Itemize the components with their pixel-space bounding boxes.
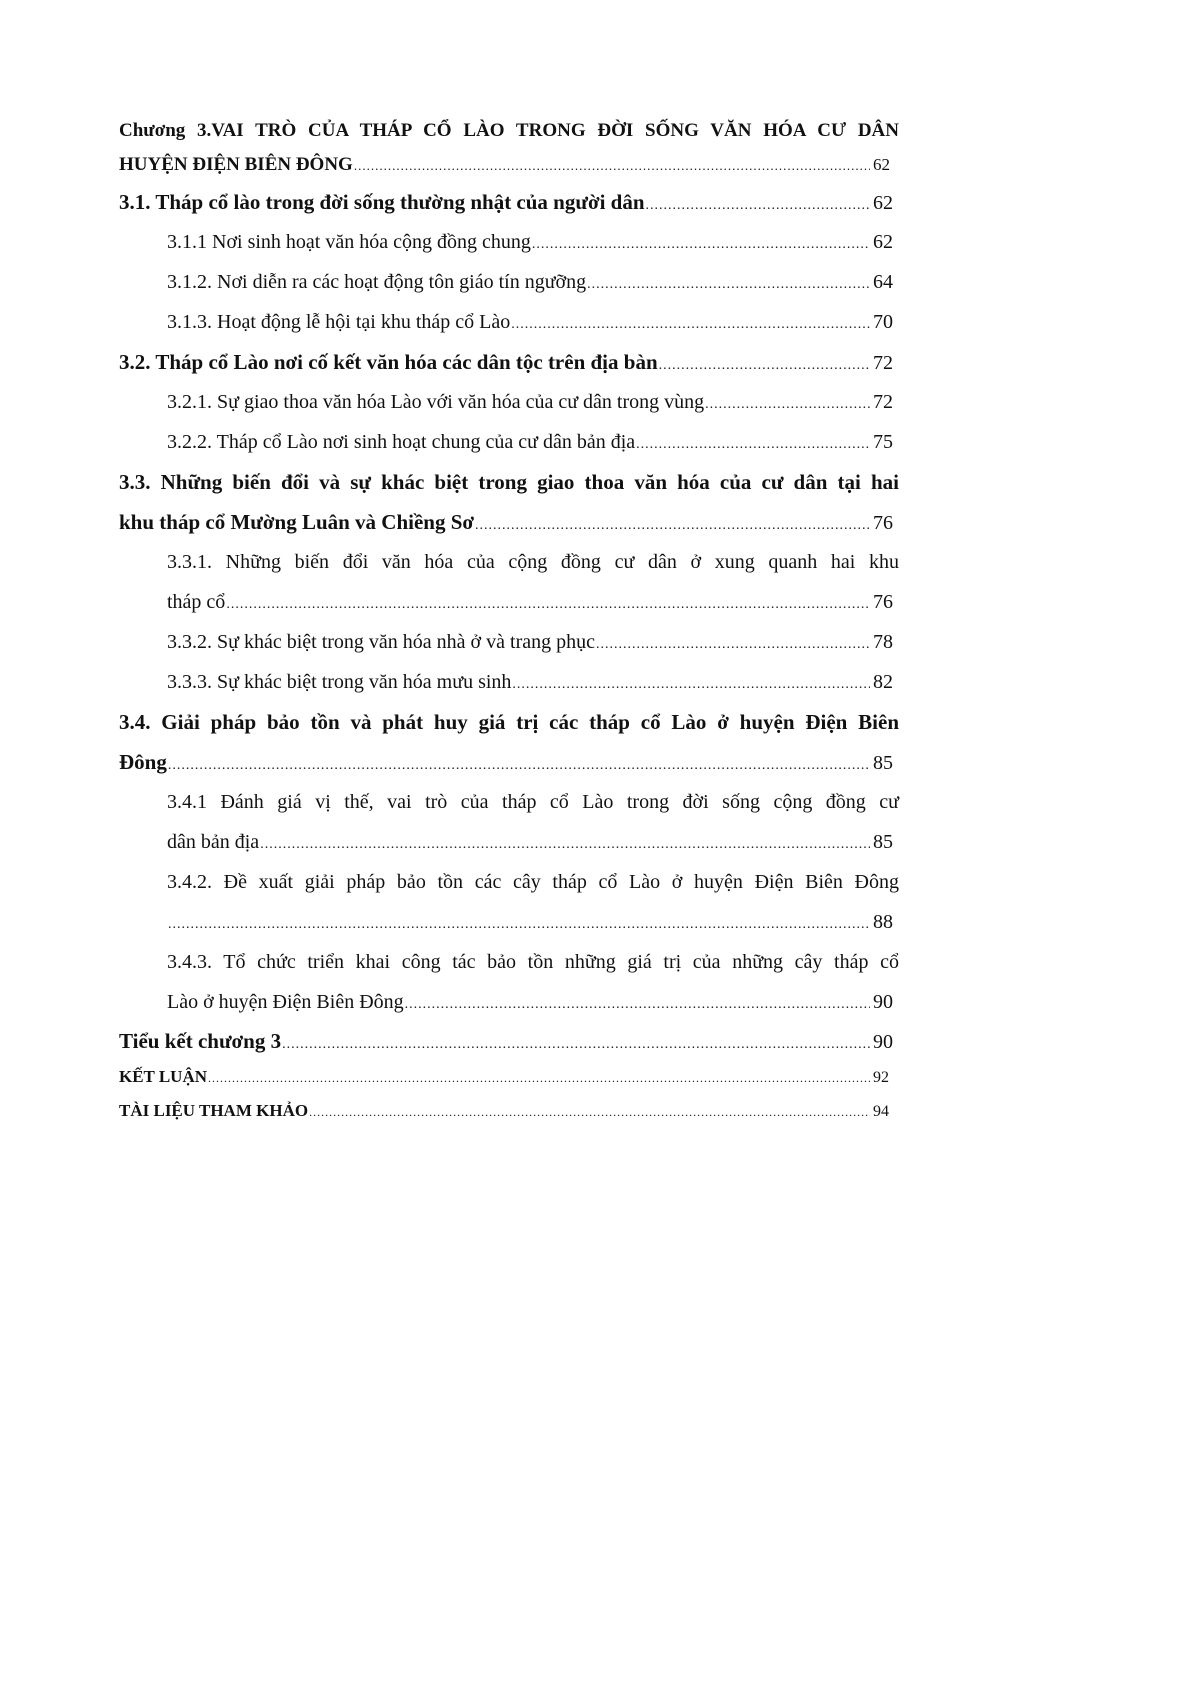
toc-page-number: 72	[873, 391, 893, 413]
toc-page-number: 85	[873, 752, 893, 774]
dot-leader	[596, 622, 870, 665]
toc-section-3-1[interactable]	[119, 182, 899, 222]
toc-page-number: 62	[873, 192, 893, 214]
toc-page-number: 72	[873, 352, 893, 374]
toc-entry-title-cont: Lào ở huyện Điện Biên Đông	[167, 991, 404, 1013]
toc-entry-title: 3.4. Giải pháp bảo tồn và phát huy giá trị các tháp cổ Lào ở huyện Điện Biên	[119, 710, 899, 734]
dot-leader	[309, 1094, 870, 1129]
toc-page-number: 64	[873, 271, 893, 293]
toc-subsection-3-2-2[interactable]	[119, 422, 899, 462]
dot-leader	[511, 302, 870, 345]
dot-leader	[260, 822, 870, 865]
toc-entry-title-cont: Đông	[119, 750, 167, 774]
toc-entry-title: 3.1.2. Nơi diễn ra các hoạt động tôn giáo tín ngưỡng	[167, 271, 587, 293]
toc-entry-title: 3.4.1 Đánh giá vị thế, vai trò của tháp cổ Lào trong đời sống cộng đồng cư	[167, 791, 899, 813]
toc-entry-title: 3.1. Tháp cổ lào trong đời sống thường nhật của người dân	[119, 190, 645, 214]
toc-entry-title: Chương 3.VAI TRÒ CỦA THÁP CỔ LÀO TRONG ĐỜI SỐNG VĂN HÓA CƯ DÂN	[119, 120, 899, 141]
toc-page-number: 85	[873, 831, 893, 853]
toc-chapter-summary[interactable]	[119, 1022, 899, 1060]
toc-entry-title: KẾT LUẬN	[119, 1067, 208, 1086]
dot-leader	[512, 662, 870, 705]
toc-entry-title-cont: dân bản địa	[167, 831, 260, 853]
toc-subsection-3-1-2[interactable]	[119, 262, 899, 302]
dot-leader	[532, 222, 870, 265]
toc-entry-title: 3.4.2. Đề xuất giải pháp bảo tồn các cây tháp cổ Lào ở huyện Điện Biên Đông	[167, 871, 899, 893]
toc-page-number: 90	[873, 1031, 893, 1053]
toc-references[interactable]	[119, 1094, 899, 1128]
dot-leader	[646, 182, 870, 226]
toc-subsection-3-3-1[interactable]	[119, 542, 899, 622]
toc-entry-title: 3.4.3. Tổ chức triển khai công tác bảo tồn những giá trị của những cây tháp cổ	[167, 951, 899, 973]
toc-page-number: 76	[873, 512, 893, 534]
dot-leader	[282, 1022, 870, 1064]
dot-leader	[659, 342, 870, 386]
toc-page-number: 62	[873, 231, 893, 253]
dot-leader	[705, 382, 870, 425]
toc-page-number: 90	[873, 991, 893, 1013]
toc-entry-title: 3.1.1 Nơi sinh hoạt văn hóa cộng đồng chung	[167, 231, 531, 253]
table-of-contents	[119, 114, 899, 1128]
toc-subsection-3-3-3[interactable]	[119, 662, 899, 702]
toc-subsection-3-3-2[interactable]	[119, 622, 899, 662]
toc-subsection-3-4-3[interactable]	[119, 942, 899, 1022]
toc-entry-title: 3.2.2. Tháp cổ Lào nơi sinh hoạt chung của cư dân bản địa	[167, 431, 636, 453]
toc-page-number: 92	[873, 1069, 889, 1086]
dot-leader	[587, 262, 870, 305]
dot-leader	[405, 982, 870, 1025]
toc-page-number: 76	[873, 591, 893, 613]
dot-leader	[208, 1060, 870, 1095]
toc-entry-title: 3.2.1. Sự giao thoa văn hóa Lào với văn hóa của cư dân trong vùng	[167, 391, 705, 413]
toc-page-number: 82	[873, 671, 893, 693]
toc-entry-title: 3.1.3. Hoạt động lễ hội tại khu tháp cổ Lào	[167, 311, 511, 333]
dot-leader	[636, 422, 870, 465]
toc-entry-title-cont: khu tháp cổ Mường Luân và Chiềng Sơ	[119, 510, 475, 534]
toc-entry-title-cont: HUYỆN ĐIỆN BIÊN ĐÔNG	[119, 154, 353, 175]
toc-section-3-3[interactable]	[119, 462, 899, 542]
toc-page-number: 70	[873, 311, 893, 333]
toc-subsection-3-4-1[interactable]	[119, 782, 899, 862]
toc-subsection-3-4-2[interactable]	[119, 862, 899, 942]
toc-subsection-3-1-1[interactable]	[119, 222, 899, 262]
toc-conclusion[interactable]	[119, 1060, 899, 1094]
toc-subsection-3-2-1[interactable]	[119, 382, 899, 422]
toc-section-3-2[interactable]	[119, 342, 899, 382]
toc-entry-title: 3.2. Tháp cổ Lào nơi cố kết văn hóa các dân tộc trên địa bàn	[119, 350, 658, 374]
toc-entry-title: 3.3.3. Sự khác biệt trong văn hóa mưu sinh	[167, 671, 512, 693]
dot-leader	[168, 742, 870, 786]
toc-entry-title: 3.3.1. Những biến đổi văn hóa của cộng đồng cư dân ở xung quanh hai khu	[167, 551, 899, 573]
toc-page-number: 78	[873, 631, 893, 653]
toc-entry-title: 3.3. Những biến đổi và sự khác biệt trong giao thoa văn hóa của cư dân tại hai	[119, 470, 899, 494]
toc-entry-title: 3.3.2. Sự khác biệt trong văn hóa nhà ở và trang phục	[167, 631, 595, 653]
dot-leader	[226, 582, 870, 625]
toc-page-number: 62	[873, 155, 890, 174]
dot-leader	[168, 902, 870, 945]
toc-entry-title-cont: tháp cổ	[167, 591, 226, 613]
toc-section-3-4[interactable]	[119, 702, 899, 782]
toc-page-number: 94	[873, 1103, 889, 1120]
toc-page-number: 88	[873, 911, 893, 933]
toc-chapter-3[interactable]	[119, 114, 899, 182]
dot-leader	[354, 148, 870, 183]
toc-entry-title: Tiểu kết chương 3	[119, 1029, 282, 1053]
toc-subsection-3-1-3[interactable]	[119, 302, 899, 342]
dot-leader	[475, 502, 870, 546]
toc-page-number: 75	[873, 431, 893, 453]
toc-entry-title: TÀI LIỆU THAM KHẢO	[119, 1101, 309, 1120]
